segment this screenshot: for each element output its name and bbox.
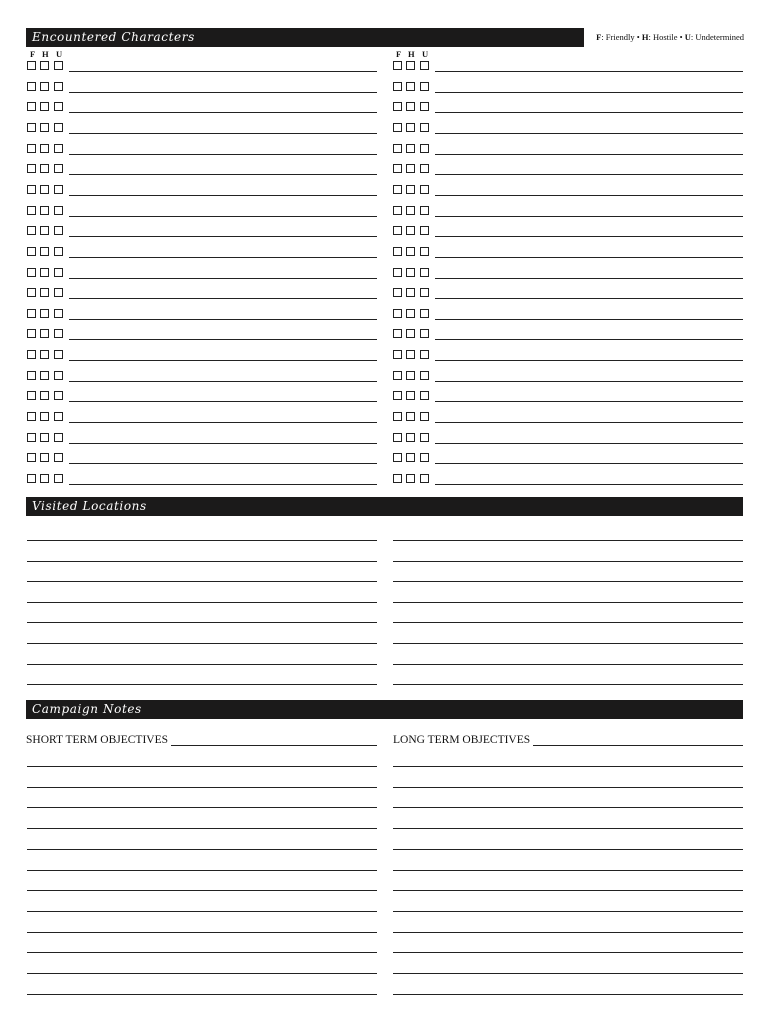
undetermined-checkbox[interactable]: [420, 102, 429, 111]
legend-hostile-text: : Hostile: [648, 32, 678, 42]
location-line[interactable]: [27, 643, 377, 644]
friendly-checkbox[interactable]: [27, 288, 36, 297]
undetermined-checkbox[interactable]: [54, 247, 63, 256]
hostile-checkbox[interactable]: [406, 185, 415, 194]
undetermined-checkbox[interactable]: [420, 288, 429, 297]
friendly-checkbox[interactable]: [27, 371, 36, 380]
character-name-field[interactable]: [435, 154, 743, 155]
character-name-field[interactable]: [69, 401, 377, 402]
friendly-checkbox[interactable]: [27, 309, 36, 318]
undetermined-checkbox[interactable]: [54, 474, 63, 483]
character-name-field[interactable]: [69, 319, 377, 320]
undetermined-checkbox[interactable]: [420, 61, 429, 70]
undetermined-checkbox[interactable]: [54, 226, 63, 235]
undetermined-checkbox[interactable]: [420, 350, 429, 359]
character-row: [27, 287, 377, 299]
character-name-field[interactable]: [435, 174, 743, 175]
column-header-friendly: F: [30, 49, 36, 59]
character-name-field[interactable]: [435, 484, 743, 485]
character-row: [27, 267, 377, 279]
undetermined-checkbox[interactable]: [54, 453, 63, 462]
character-row: [27, 122, 377, 134]
hostile-checkbox[interactable]: [406, 474, 415, 483]
character-name-field[interactable]: [69, 71, 377, 72]
character-row: [27, 60, 377, 72]
friendly-checkbox[interactable]: [393, 288, 402, 297]
hostile-checkbox[interactable]: [406, 102, 415, 111]
friendly-checkbox[interactable]: [393, 474, 402, 483]
location-line[interactable]: [393, 664, 743, 665]
undetermined-checkbox[interactable]: [54, 164, 63, 173]
undetermined-checkbox[interactable]: [54, 309, 63, 318]
character-name-field[interactable]: [435, 463, 743, 464]
hostile-checkbox[interactable]: [406, 453, 415, 462]
friendly-checkbox[interactable]: [27, 144, 36, 153]
column-header-hostile: H: [408, 49, 415, 59]
location-line[interactable]: [27, 684, 377, 685]
character-row: [393, 246, 743, 258]
hostile-checkbox[interactable]: [406, 82, 415, 91]
hostile-checkbox[interactable]: [406, 309, 415, 318]
character-row: [27, 432, 377, 444]
friendly-checkbox[interactable]: [27, 412, 36, 421]
note-line[interactable]: [27, 807, 377, 808]
character-name-field[interactable]: [435, 298, 743, 299]
hostile-checkbox[interactable]: [406, 226, 415, 235]
friendly-checkbox[interactable]: [27, 102, 36, 111]
hostile-checkbox[interactable]: [40, 102, 49, 111]
friendly-checkbox[interactable]: [27, 61, 36, 70]
friendly-checkbox[interactable]: [393, 185, 402, 194]
note-line[interactable]: [393, 849, 743, 850]
character-row: [393, 184, 743, 196]
hostile-checkbox[interactable]: [40, 412, 49, 421]
location-line[interactable]: [27, 602, 377, 603]
hostile-checkbox[interactable]: [406, 61, 415, 70]
character-name-field[interactable]: [69, 112, 377, 113]
friendly-checkbox[interactable]: [27, 391, 36, 400]
undetermined-checkbox[interactable]: [420, 474, 429, 483]
character-row: [27, 205, 377, 217]
character-row: [393, 328, 743, 340]
hostile-checkbox[interactable]: [40, 474, 49, 483]
note-line[interactable]: [393, 766, 743, 767]
attitude-legend: [584, 31, 744, 43]
hostile-checkbox[interactable]: [406, 433, 415, 442]
character-name-field[interactable]: [435, 133, 743, 134]
hostile-checkbox[interactable]: [40, 288, 49, 297]
friendly-checkbox[interactable]: [393, 144, 402, 153]
friendly-checkbox[interactable]: [27, 247, 36, 256]
undetermined-checkbox[interactable]: [420, 164, 429, 173]
hostile-checkbox[interactable]: [406, 288, 415, 297]
character-name-field[interactable]: [69, 174, 377, 175]
legend-undetermined-key: U: [684, 32, 691, 42]
character-name-field[interactable]: [69, 195, 377, 196]
friendly-checkbox[interactable]: [393, 82, 402, 91]
campaign-notes-header: Campaign Notes: [26, 700, 743, 719]
note-line[interactable]: [393, 952, 743, 953]
character-row: [393, 473, 743, 485]
friendly-checkbox[interactable]: [393, 433, 402, 442]
friendly-checkbox[interactable]: [393, 247, 402, 256]
note-line[interactable]: [393, 973, 743, 974]
note-line[interactable]: [393, 911, 743, 912]
character-row: [27, 101, 377, 113]
encountered-characters-header: Encountered Characters: [26, 28, 584, 47]
character-name-field[interactable]: [69, 443, 377, 444]
hostile-checkbox[interactable]: [40, 391, 49, 400]
column-header-undetermined: U: [56, 49, 63, 59]
character-name-field[interactable]: [435, 236, 743, 237]
hostile-checkbox[interactable]: [40, 433, 49, 442]
friendly-checkbox[interactable]: [27, 268, 36, 277]
legend-friendly-text: : Friendly: [601, 32, 635, 42]
location-line[interactable]: [393, 622, 743, 623]
location-line[interactable]: [27, 561, 377, 562]
hostile-checkbox[interactable]: [406, 123, 415, 132]
hostile-checkbox[interactable]: [40, 371, 49, 380]
location-line[interactable]: [27, 664, 377, 665]
character-name-field[interactable]: [435, 71, 743, 72]
legend-undetermined-text: : Undetermined: [690, 32, 744, 42]
character-row: [393, 349, 743, 361]
undetermined-checkbox[interactable]: [420, 453, 429, 462]
character-row: [27, 163, 377, 175]
character-row: [393, 308, 743, 320]
friendly-checkbox[interactable]: [393, 371, 402, 380]
character-name-field[interactable]: [69, 216, 377, 217]
note-line[interactable]: [27, 890, 377, 891]
character-row: [27, 370, 377, 382]
hostile-checkbox[interactable]: [406, 206, 415, 215]
note-line[interactable]: [27, 911, 377, 912]
hostile-checkbox[interactable]: [406, 247, 415, 256]
friendly-checkbox[interactable]: [27, 350, 36, 359]
note-line[interactable]: [393, 787, 743, 788]
note-line[interactable]: [27, 766, 377, 767]
note-line[interactable]: [393, 890, 743, 891]
legend-separator: •: [636, 32, 640, 42]
location-line[interactable]: [393, 540, 743, 541]
note-line[interactable]: [27, 870, 377, 871]
undetermined-checkbox[interactable]: [420, 206, 429, 215]
character-name-field[interactable]: [435, 381, 743, 382]
legend-separator: •: [679, 32, 683, 42]
character-name-field[interactable]: [435, 216, 743, 217]
character-name-field[interactable]: [69, 298, 377, 299]
undetermined-checkbox[interactable]: [54, 329, 63, 338]
character-name-field[interactable]: [435, 112, 743, 113]
undetermined-checkbox[interactable]: [420, 433, 429, 442]
character-row: [393, 411, 743, 423]
friendly-checkbox[interactable]: [393, 226, 402, 235]
location-line[interactable]: [27, 622, 377, 623]
column-header-undetermined: U: [422, 49, 429, 59]
friendly-checkbox[interactable]: [393, 268, 402, 277]
location-line[interactable]: [393, 581, 743, 582]
hostile-checkbox[interactable]: [40, 123, 49, 132]
character-name-field[interactable]: [435, 278, 743, 279]
note-line[interactable]: [27, 973, 377, 974]
character-row: [393, 432, 743, 444]
hostile-checkbox[interactable]: [406, 350, 415, 359]
character-name-field[interactable]: [435, 339, 743, 340]
character-name-field[interactable]: [435, 443, 743, 444]
character-name-field[interactable]: [69, 339, 377, 340]
hostile-checkbox[interactable]: [40, 268, 49, 277]
note-line[interactable]: [27, 932, 377, 933]
character-row: [393, 390, 743, 402]
friendly-checkbox[interactable]: [27, 329, 36, 338]
friendly-checkbox[interactable]: [27, 474, 36, 483]
column-header-friendly: F: [396, 49, 402, 59]
character-name-field[interactable]: [435, 401, 743, 402]
undetermined-checkbox[interactable]: [420, 412, 429, 421]
character-row: [393, 143, 743, 155]
hostile-checkbox[interactable]: [40, 185, 49, 194]
character-row: [393, 205, 743, 217]
undetermined-checkbox[interactable]: [54, 144, 63, 153]
undetermined-checkbox[interactable]: [420, 144, 429, 153]
short-term-objectives-label: SHORT TERM OBJECTIVES: [26, 734, 169, 746]
character-row: [27, 81, 377, 93]
undetermined-checkbox[interactable]: [54, 371, 63, 380]
character-row: [27, 411, 377, 423]
note-line[interactable]: [393, 994, 743, 995]
character-row: [393, 163, 743, 175]
undetermined-checkbox[interactable]: [420, 371, 429, 380]
character-row: [393, 287, 743, 299]
undetermined-checkbox[interactable]: [420, 309, 429, 318]
hostile-checkbox[interactable]: [40, 144, 49, 153]
short-term-objectives-field[interactable]: [171, 745, 377, 746]
friendly-checkbox[interactable]: [393, 350, 402, 359]
friendly-checkbox[interactable]: [393, 164, 402, 173]
friendly-checkbox[interactable]: [27, 123, 36, 132]
friendly-checkbox[interactable]: [27, 226, 36, 235]
character-name-field[interactable]: [435, 195, 743, 196]
character-row: [27, 308, 377, 320]
character-name-field[interactable]: [435, 319, 743, 320]
friendly-checkbox[interactable]: [393, 412, 402, 421]
friendly-checkbox[interactable]: [27, 164, 36, 173]
note-line[interactable]: [27, 994, 377, 995]
undetermined-checkbox[interactable]: [420, 226, 429, 235]
hostile-checkbox[interactable]: [40, 329, 49, 338]
character-row: [27, 349, 377, 361]
location-line[interactable]: [393, 602, 743, 603]
hostile-checkbox[interactable]: [406, 164, 415, 173]
character-row: [27, 452, 377, 464]
undetermined-checkbox[interactable]: [54, 288, 63, 297]
undetermined-checkbox[interactable]: [54, 206, 63, 215]
location-line[interactable]: [27, 540, 377, 541]
location-line[interactable]: [393, 643, 743, 644]
legend-hostile-key: H: [641, 32, 649, 42]
character-row: [27, 246, 377, 258]
character-row: [27, 328, 377, 340]
hostile-checkbox[interactable]: [406, 371, 415, 380]
hostile-checkbox[interactable]: [406, 329, 415, 338]
undetermined-checkbox[interactable]: [54, 102, 63, 111]
undetermined-checkbox[interactable]: [54, 82, 63, 91]
friendly-checkbox[interactable]: [27, 433, 36, 442]
note-line[interactable]: [27, 787, 377, 788]
character-name-field[interactable]: [69, 133, 377, 134]
location-line[interactable]: [393, 684, 743, 685]
character-row: [27, 225, 377, 237]
hostile-checkbox[interactable]: [406, 268, 415, 277]
undetermined-checkbox[interactable]: [54, 61, 63, 70]
character-name-field[interactable]: [69, 484, 377, 485]
character-name-field[interactable]: [435, 92, 743, 93]
character-row: [393, 225, 743, 237]
legend-friendly-key: F: [596, 32, 602, 42]
character-name-field[interactable]: [435, 257, 743, 258]
friendly-checkbox[interactable]: [393, 309, 402, 318]
character-name-field[interactable]: [69, 463, 377, 464]
note-line[interactable]: [393, 807, 743, 808]
undetermined-checkbox[interactable]: [54, 433, 63, 442]
character-row: [393, 267, 743, 279]
friendly-checkbox[interactable]: [393, 123, 402, 132]
undetermined-checkbox[interactable]: [420, 247, 429, 256]
character-name-field[interactable]: [69, 360, 377, 361]
hostile-checkbox[interactable]: [406, 391, 415, 400]
undetermined-checkbox[interactable]: [420, 391, 429, 400]
character-row: [393, 81, 743, 93]
undetermined-checkbox[interactable]: [54, 391, 63, 400]
friendly-checkbox[interactable]: [393, 391, 402, 400]
hostile-checkbox[interactable]: [40, 453, 49, 462]
undetermined-checkbox[interactable]: [420, 185, 429, 194]
character-name-field[interactable]: [69, 92, 377, 93]
character-name-field[interactable]: [69, 154, 377, 155]
long-term-objectives-label: LONG TERM OBJECTIVES: [393, 734, 531, 746]
note-line[interactable]: [27, 828, 377, 829]
note-line[interactable]: [27, 952, 377, 953]
character-row: [393, 101, 743, 113]
hostile-checkbox[interactable]: [40, 206, 49, 215]
long-term-objectives-field[interactable]: [533, 745, 743, 746]
friendly-checkbox[interactable]: [393, 102, 402, 111]
character-name-field[interactable]: [69, 422, 377, 423]
friendly-checkbox[interactable]: [27, 82, 36, 91]
character-row: [27, 184, 377, 196]
undetermined-checkbox[interactable]: [54, 412, 63, 421]
character-name-field[interactable]: [69, 278, 377, 279]
undetermined-checkbox[interactable]: [54, 185, 63, 194]
note-line[interactable]: [393, 828, 743, 829]
friendly-checkbox[interactable]: [393, 206, 402, 215]
hostile-checkbox[interactable]: [406, 144, 415, 153]
visited-locations-header: Visited Locations: [26, 497, 743, 516]
undetermined-checkbox[interactable]: [420, 268, 429, 277]
character-name-field[interactable]: [435, 422, 743, 423]
character-name-field[interactable]: [435, 360, 743, 361]
hostile-checkbox[interactable]: [40, 309, 49, 318]
hostile-checkbox[interactable]: [406, 412, 415, 421]
undetermined-checkbox[interactable]: [420, 123, 429, 132]
friendly-checkbox[interactable]: [393, 453, 402, 462]
character-row: [27, 473, 377, 485]
undetermined-checkbox[interactable]: [54, 350, 63, 359]
character-row: [27, 143, 377, 155]
friendly-checkbox[interactable]: [27, 206, 36, 215]
character-row: [393, 60, 743, 72]
undetermined-checkbox[interactable]: [420, 82, 429, 91]
character-row: [27, 390, 377, 402]
undetermined-checkbox[interactable]: [420, 329, 429, 338]
character-name-field[interactable]: [69, 236, 377, 237]
character-row: [393, 370, 743, 382]
location-line[interactable]: [27, 581, 377, 582]
hostile-checkbox[interactable]: [40, 247, 49, 256]
hostile-checkbox[interactable]: [40, 164, 49, 173]
hostile-checkbox[interactable]: [40, 226, 49, 235]
column-header-hostile: H: [42, 49, 49, 59]
note-line[interactable]: [393, 932, 743, 933]
hostile-checkbox[interactable]: [40, 82, 49, 91]
friendly-checkbox[interactable]: [393, 61, 402, 70]
note-line[interactable]: [393, 870, 743, 871]
character-name-field[interactable]: [69, 381, 377, 382]
friendly-checkbox[interactable]: [393, 329, 402, 338]
hostile-checkbox[interactable]: [40, 350, 49, 359]
character-row: [393, 452, 743, 464]
character-name-field[interactable]: [69, 257, 377, 258]
friendly-checkbox[interactable]: [27, 453, 36, 462]
note-line[interactable]: [27, 849, 377, 850]
undetermined-checkbox[interactable]: [54, 268, 63, 277]
location-line[interactable]: [393, 561, 743, 562]
friendly-checkbox[interactable]: [27, 185, 36, 194]
character-row: [393, 122, 743, 134]
hostile-checkbox[interactable]: [40, 61, 49, 70]
undetermined-checkbox[interactable]: [54, 123, 63, 132]
